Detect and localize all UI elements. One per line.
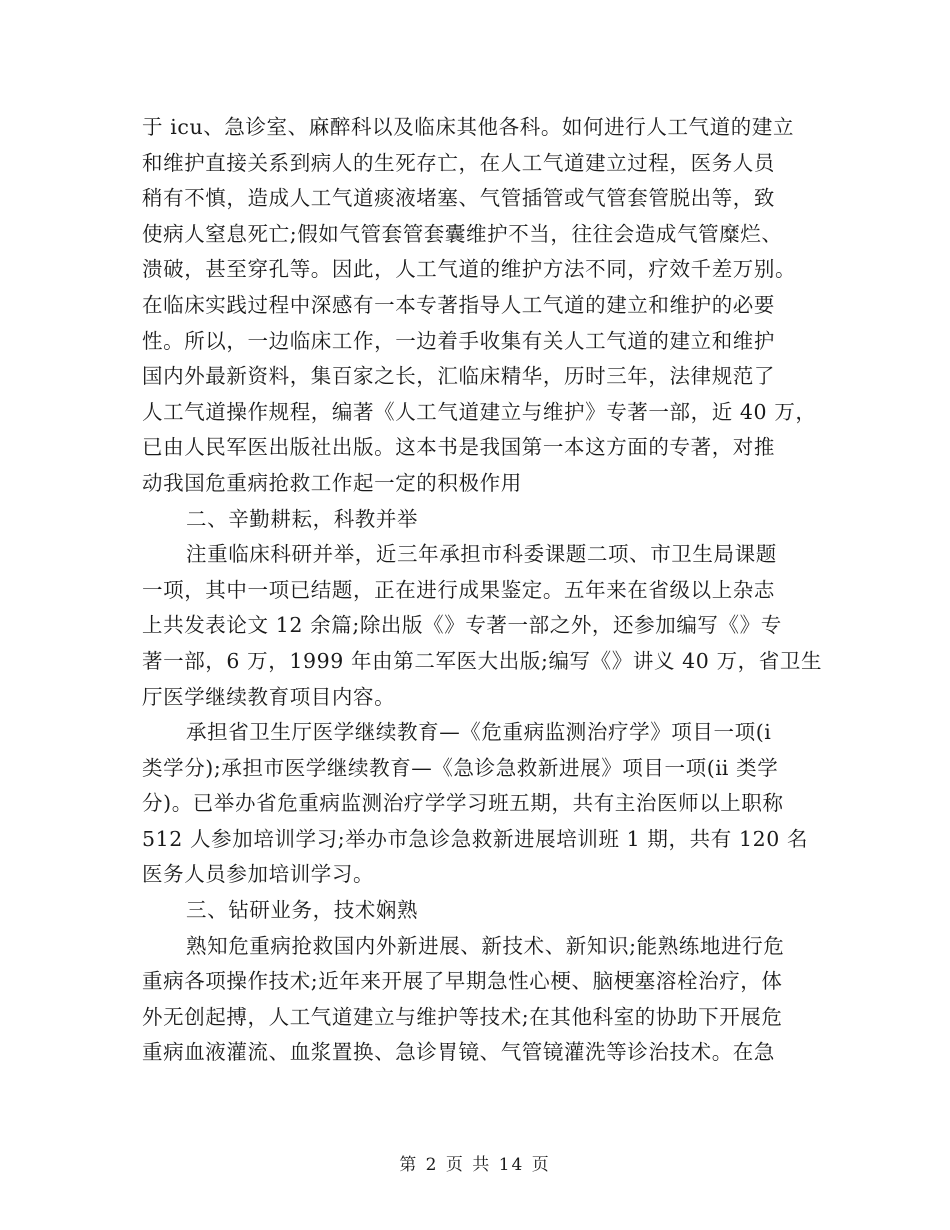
paragraph-first-line: 承担省卫生厅医学继续教育—《危重病监测治疗学》项目一项(ⅰ	[186, 720, 772, 745]
text-line: 和维护直接关系到病人的生死存亡，在人工气道建立过程，医务人员	[142, 150, 775, 175]
page-number-footer: 第 2 页 共 14 页	[399, 1155, 551, 1175]
paragraph-first-line: 注重临床科研并举，近三年承担市科委课题二项、市卫生局课题	[186, 542, 777, 567]
text-line: 厅医学继续教育项目内容。	[142, 684, 396, 709]
text-line: 在临床实践过程中深感有一本专著指导人工气道的建立和维护的必要	[142, 292, 775, 317]
document-body	[142, 110, 823, 1071]
text-line: 性。所以，一边临床工作，一边着手收集有关人工气道的建立和维护	[142, 328, 775, 353]
text-line: 溃破，甚至穿孔等。因此，人工气道的维护方法不同，疗效千差万别。	[142, 257, 797, 282]
text-line: 国内外最新资料，集百家之长，汇临床精华，历时三年，法律规范了	[142, 364, 775, 389]
section-heading: 三、钻研业务，技术娴熟	[186, 898, 419, 923]
text-line: 类学分);承担市医学继续教育—《急诊急救新进展》项目一项(ⅱ 类学	[142, 755, 779, 780]
paragraph-first-line: 熟知危重病抢救国内外新进展、新技术、新知识;能熟练地进行危	[186, 933, 785, 958]
text-line: 著一部，6 万，1999 年由第二军医大出版;编写《》讲义 40 万，省卫生	[142, 648, 823, 673]
text-line: 稍有不慎，造成人工气道痰液堵塞、气管插管或气管套管脱出等，致	[142, 186, 775, 211]
text-line: 512 人参加培训学习;举办市急诊急救新进展培训班 1 期，共有 120 名	[142, 826, 809, 851]
text-line: 重病各项操作技术;近年来开展了早期急性心梗、脑梗塞溶栓治疗，体	[142, 969, 783, 994]
text-line: 已由人民军医出版社出版。这本书是我国第一本这方面的专著，对推	[142, 435, 775, 460]
text-line: 医务人员参加培训学习。	[142, 862, 375, 887]
section-heading: 二、辛勤耕耘，科教并举	[186, 506, 419, 531]
text-line: 于 icu、急诊室、麻醉科以及临床其他各科。如何进行人工气道的建立	[142, 115, 795, 139]
text-line: 人工气道操作规程，编著《人工气道建立与维护》专著一部，近 40 万，	[142, 399, 817, 424]
text-line: 上共发表论文 12 余篇;除出版《》专著一部之外，还参加编写《》专	[142, 613, 782, 638]
text-line: 动我国危重病抢救工作起一定的积极作用	[142, 470, 522, 495]
text-line: 一项，其中一项已结题，正在进行成果鉴定。五年来在省级以上杂志	[142, 577, 775, 602]
text-line: 外无创起搏，人工气道建立与维护等技术;在其他科室的协助下开展危	[142, 1004, 783, 1029]
text-line: 重病血液灌流、血浆置换、急诊胃镜、气管镜灌洗等诊治技术。在急	[142, 1040, 775, 1065]
text-line: 分)。已举办省危重病监测治疗学学习班五期，共有主治医师以上职称	[142, 791, 784, 816]
text-line: 使病人窒息死亡;假如气管套管套囊维护不当，往往会造成气管糜烂、	[142, 221, 783, 246]
